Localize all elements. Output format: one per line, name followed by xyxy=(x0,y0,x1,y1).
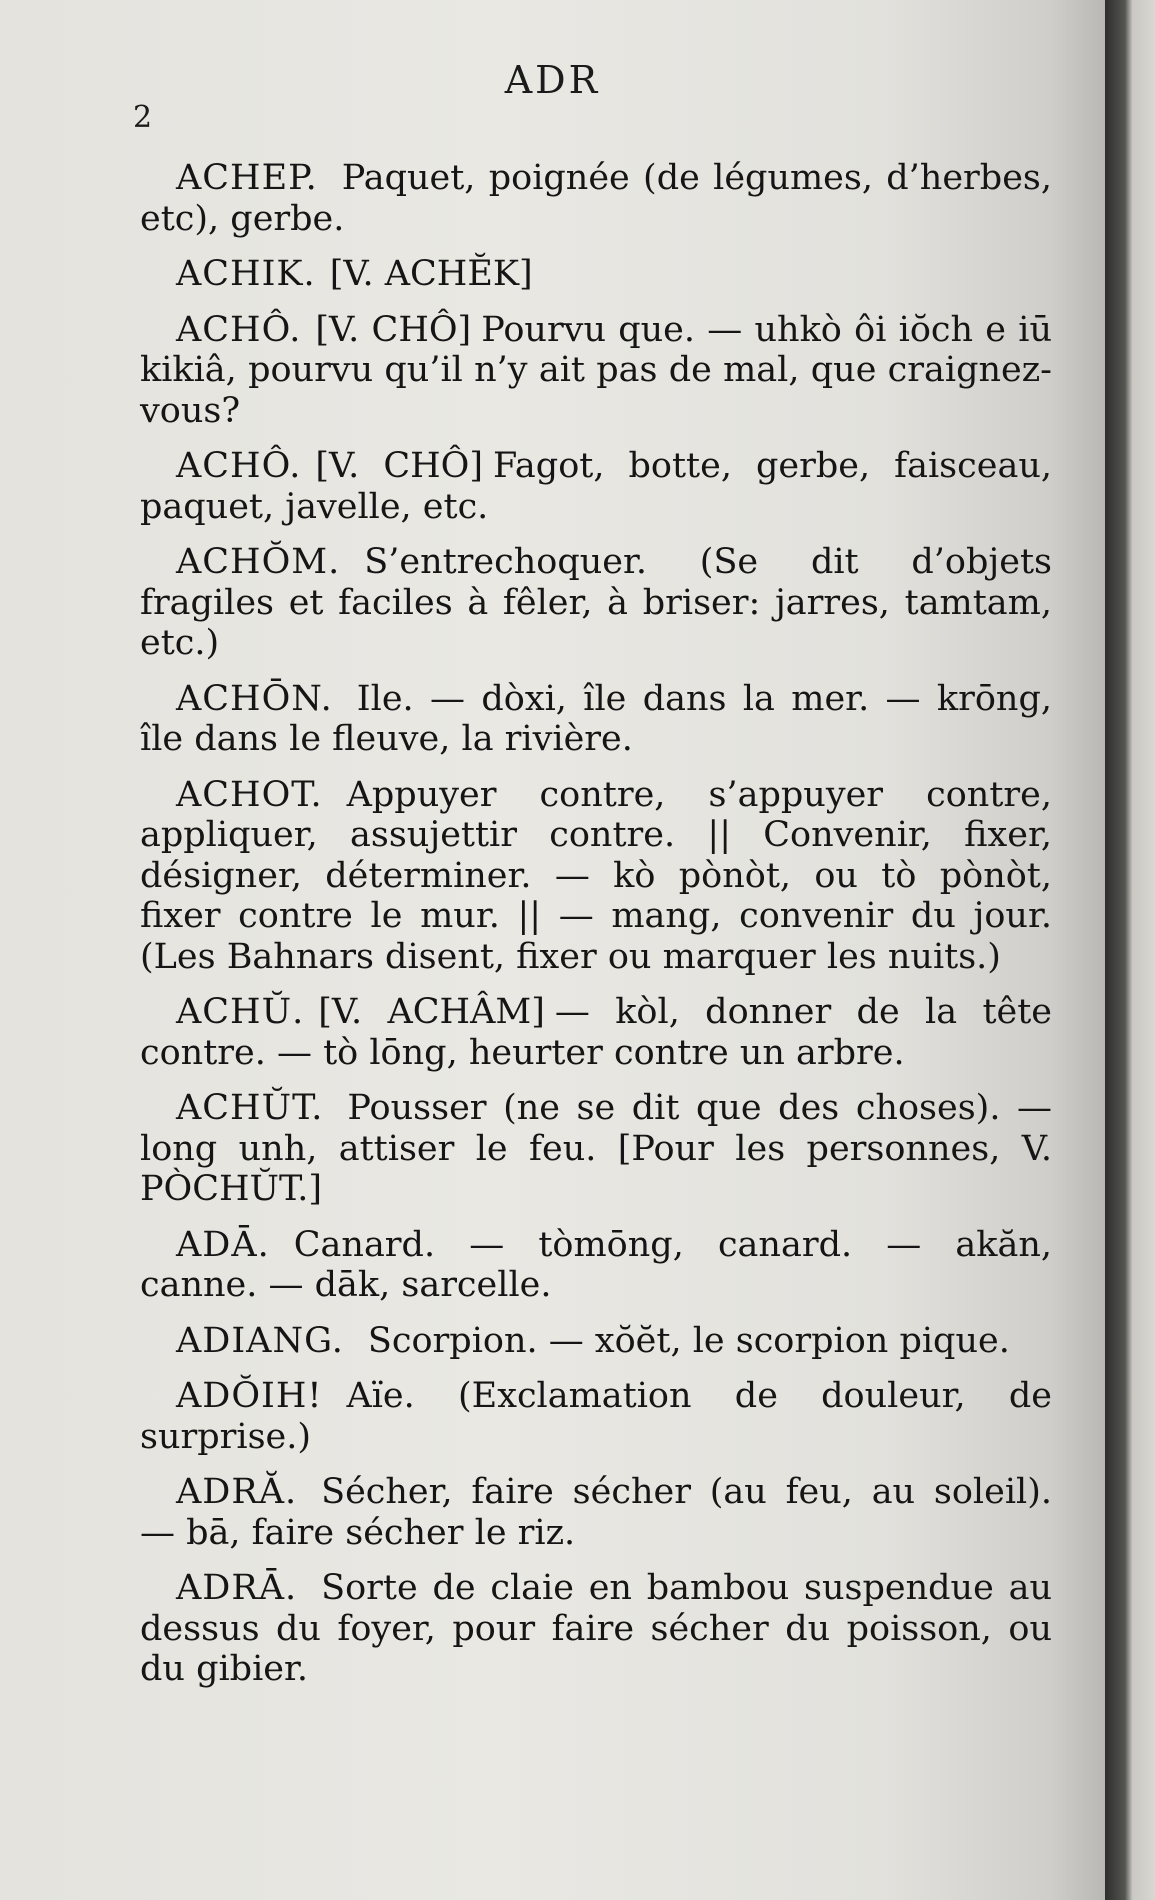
dictionary-entry xyxy=(140,679,1052,760)
book-gutter xyxy=(1105,0,1155,1900)
entry-headword: ADRĀ. xyxy=(176,1568,298,1608)
entry-headword: ADRĂ. xyxy=(176,1472,298,1512)
entry-definition: Pousser (ne se dit que des choses). — long unh, attiser le feu. [Pour les personnes, V. PÒCHŬT.] xyxy=(140,1088,1052,1209)
dictionary-entry xyxy=(140,446,1052,527)
dictionary-entry xyxy=(140,254,1052,295)
page-number: 2 xyxy=(133,100,153,135)
entry-definition: Aïe. (Exclamation de douleur, de surprise.) xyxy=(140,1376,1052,1457)
entry-definition: Fagot, botte, gerbe, faisceau, paquet, javelle, etc. xyxy=(140,446,1052,527)
entry-reference: [V. ACHĔK] xyxy=(329,254,533,294)
entry-reference: [V. ACHÂM] xyxy=(318,992,545,1032)
dictionary-entry xyxy=(140,1321,1052,1362)
entry-definition: — kòl, donner de la tête contre. — tò lōng, heurter contre un arbre. xyxy=(140,992,1052,1073)
dictionary-entry xyxy=(140,1376,1052,1457)
dictionary-entries xyxy=(140,158,1052,1705)
entry-headword: ADIANG. xyxy=(176,1320,344,1361)
entry-definition: Paquet, poignée (de légumes, d’herbes, etc), gerbe. xyxy=(140,158,1052,239)
entry-headword: ACHŎM. xyxy=(176,542,341,582)
dictionary-entry xyxy=(140,1568,1052,1690)
dictionary-entry xyxy=(140,1225,1052,1306)
entry-headword: ACHÔ. xyxy=(176,446,302,486)
entry-headword: ADĀ. xyxy=(176,1224,270,1265)
entry-definition: S’entrechoquer. (Se dit d’objets fragiles et faciles à fêler, à briser: jarres, tamtam, etc.) xyxy=(140,542,1052,663)
entry-headword: ACHŌN. xyxy=(176,678,333,719)
dictionary-entry xyxy=(140,775,1052,978)
entry-headword: ACHŬ. xyxy=(176,992,305,1032)
dictionary-entry xyxy=(140,992,1052,1073)
entry-definition: Ile. — dòxi, île dans la mer. — krōng, île dans le fleuve, la rivière. xyxy=(140,678,1052,759)
running-head: ADR xyxy=(504,58,601,102)
dictionary-entry xyxy=(140,1472,1052,1553)
entry-definition: Canard. — tòmōng, canard. — akăn, canne. — dāk, sarcelle. xyxy=(140,1224,1052,1305)
entry-headword: ACHIK. xyxy=(176,254,316,294)
entry-headword: ACHOT. xyxy=(176,774,323,815)
entry-definition: Sorte de claie en bambou suspendue au dessus du foyer, pour faire sécher du poisson, ou du gibier. xyxy=(140,1568,1052,1689)
entry-reference: [V. CHÔ] xyxy=(315,309,472,350)
entry-headword: ADŎIH! xyxy=(176,1376,323,1416)
entry-definition: Pourvu que. — uhkò ôi iŏch e iū kikiâ, pourvu qu’il n’y ait pas de mal, que craignez-vous? xyxy=(140,309,1052,431)
entry-reference: [V. CHÔ] xyxy=(315,446,484,486)
entry-headword: ACHÔ. xyxy=(176,309,302,350)
entry-definition: Appuyer contre, s’appuyer contre, appliquer, assujettir contre. || Convenir, fixer, désigner, déterminer. — kò pònòt, ou tò pònòt, fixer contre le mur. || — mang, convenir du jour. (Les Bahnars disent, fixer ou marquer les nuits.) xyxy=(140,774,1052,977)
entry-definition: Sécher, faire sécher (au feu, au soleil). — bā, faire sécher le riz. xyxy=(140,1472,1052,1553)
entry-definition: Scorpion. — xŏĕt, le scorpion pique. xyxy=(367,1320,1010,1361)
dictionary-entry xyxy=(140,310,1052,432)
dictionary-entry xyxy=(140,158,1052,239)
entry-headword: ACHEP. xyxy=(176,158,318,198)
entry-headword: ACHŬT. xyxy=(176,1088,324,1128)
dictionary-entry xyxy=(140,1088,1052,1210)
dictionary-entry xyxy=(140,542,1052,664)
